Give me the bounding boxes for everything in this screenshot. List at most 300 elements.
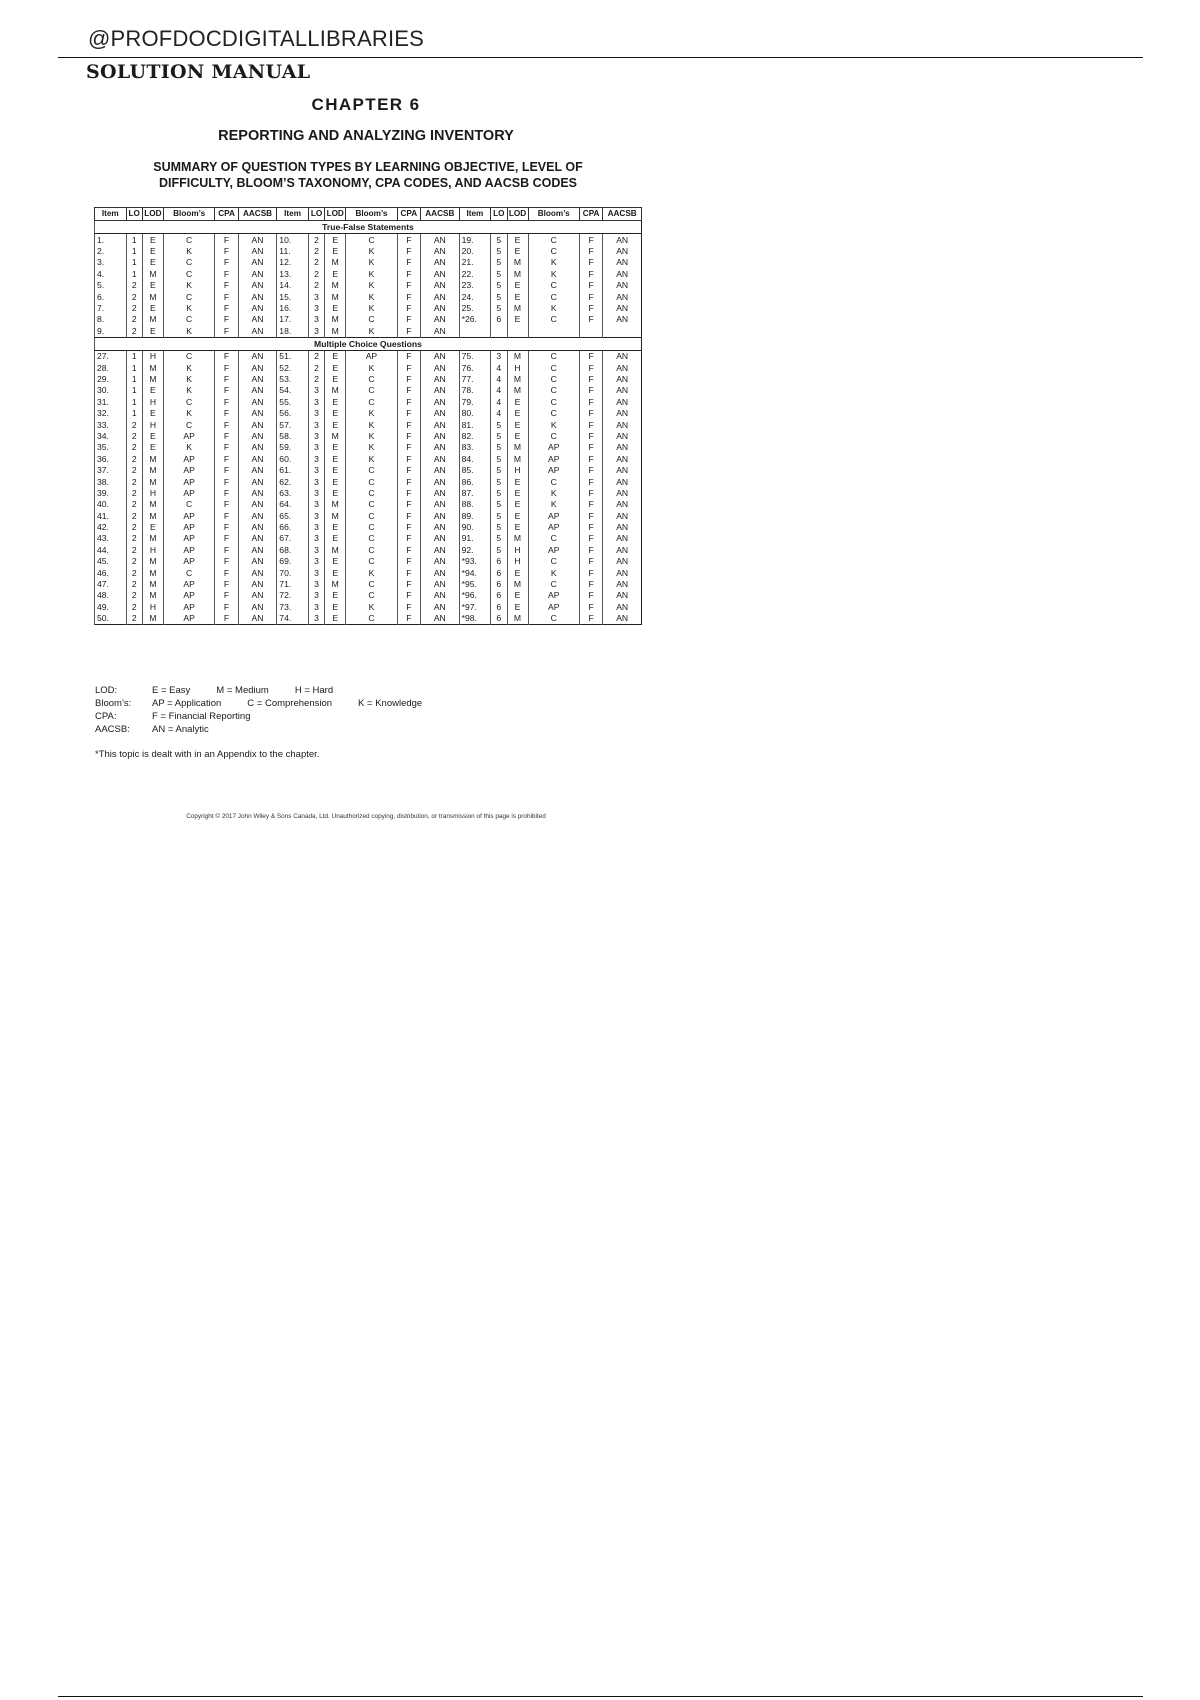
table-cell: 42. [95,521,127,532]
table-cell: F [215,291,238,302]
table-cell: H [507,362,528,373]
table-cell: AP [528,544,579,555]
table-row [95,567,642,578]
table-cell: C [528,373,579,384]
table-row [95,325,642,337]
table-cell: C [346,396,397,407]
table-cell: 33. [95,419,127,430]
table-cell: 91. [459,533,491,544]
top-divider [58,57,1143,58]
table-cell: E [507,234,528,246]
table-cell: 4. [95,268,127,279]
table-cell: 92. [459,544,491,555]
table-cell: AN [603,521,642,532]
table-cell: 2 [126,601,142,612]
table-cell: 3 [308,521,324,532]
table-cell: 44. [95,544,127,555]
table-cell: K [346,442,397,453]
table-cell: F [579,245,602,256]
table-cell: 67. [277,533,309,544]
table-cell: 3 [308,499,324,510]
table-cell: E [142,442,163,453]
table-cell: AN [603,453,642,464]
table-cell: AN [421,419,460,430]
legend-value: AN = Analytic [152,724,209,735]
table-cell: C [346,385,397,396]
table-cell: 1 [126,396,142,407]
table-cell: AP [528,590,579,601]
table-row [95,442,642,453]
table-cell: F [215,430,238,441]
table-cell: F [397,385,420,396]
table-cell: F [579,268,602,279]
table-cell: 85. [459,464,491,475]
table-cell: 5 [491,487,507,498]
table-cell: 74. [277,613,309,625]
table-cell: 1 [126,350,142,362]
table-cell: 17. [277,314,309,325]
table-cell: 6 [491,567,507,578]
table-cell: 6 [491,578,507,589]
column-header: Bloom’s [346,208,397,221]
table-cell: AN [238,442,277,453]
table-cell: AN [421,314,460,325]
table-cell: AN [238,302,277,313]
table-cell: 3 [308,533,324,544]
table-cell: C [163,291,214,302]
table-cell: 5 [491,419,507,430]
table-cell: AN [421,464,460,475]
table-cell: H [142,544,163,555]
table-cell: AP [163,510,214,521]
table-cell: 72. [277,590,309,601]
table-cell: M [325,291,346,302]
table-cell: AN [238,510,277,521]
table-cell: AN [603,350,642,362]
table-cell: F [215,567,238,578]
table-cell: AN [603,476,642,487]
summary-line-1: SUMMARY OF QUESTION TYPES BY LEARNING OBJECTIVE, LEVEL OF [153,160,583,174]
table-cell: K [346,302,397,313]
table-cell: 5 [491,533,507,544]
table-cell: F [397,464,420,475]
table-cell: 6. [95,291,127,302]
table-cell: 3 [308,453,324,464]
section-header-row [95,337,642,350]
table-cell: F [397,510,420,521]
table-cell: AN [421,590,460,601]
table-cell: F [579,453,602,464]
table-cell: 65. [277,510,309,521]
table-cell: K [528,567,579,578]
table-cell: AN [421,396,460,407]
table-cell: C [528,556,579,567]
table-cell: M [142,533,163,544]
table-cell: F [215,590,238,601]
table-header-row [95,208,642,221]
table-cell: K [163,407,214,418]
column-header: LO [126,208,142,221]
table-cell: F [397,362,420,373]
table-cell: F [579,291,602,302]
table-cell: 6 [491,590,507,601]
table-cell: C [528,245,579,256]
table-cell: F [397,407,420,418]
table-cell: 11. [277,245,309,256]
table-cell: AN [603,314,642,325]
table-cell: F [215,544,238,555]
table-cell: 36. [95,453,127,464]
table-cell: 49. [95,601,127,612]
table-cell: F [215,419,238,430]
table-cell: 1 [126,407,142,418]
table-cell: F [215,601,238,612]
table-cell: 54. [277,385,309,396]
table-cell: F [215,521,238,532]
table-cell: 73. [277,601,309,612]
table-cell: H [507,556,528,567]
table-cell: F [215,533,238,544]
table-cell: AN [238,385,277,396]
table-cell: AN [603,556,642,567]
table-cell: 1 [126,245,142,256]
table-cell: AN [603,590,642,601]
table-cell: 6 [491,556,507,567]
table-cell: F [579,556,602,567]
table-cell: F [215,442,238,453]
table-cell: 76. [459,362,491,373]
table-cell: C [163,234,214,246]
table-cell: C [346,613,397,625]
table-cell: 35. [95,442,127,453]
legend-value: K = Knowledge [358,698,423,709]
table-cell: C [163,268,214,279]
table-cell: AN [603,499,642,510]
banner-text: @PROFDOCDIGITALLIBRARIES [88,26,425,51]
table-cell: H [142,601,163,612]
table-cell: 3 [308,590,324,601]
table-cell: K [163,325,214,337]
table-cell: M [142,499,163,510]
table-cell: 3 [308,567,324,578]
table-cell: 66. [277,521,309,532]
table-cell: F [579,590,602,601]
table-cell: AP [528,521,579,532]
table-cell: E [507,567,528,578]
table-cell: AP [528,442,579,453]
table-cell: C [528,291,579,302]
table-cell: 3 [308,613,324,625]
table-cell: 61. [277,464,309,475]
table-cell: AN [603,419,642,430]
table-cell: C [163,419,214,430]
table-cell: F [215,325,238,337]
table-cell: M [507,442,528,453]
table-cell: AN [603,257,642,268]
table-cell: 3 [308,407,324,418]
table-cell: 29. [95,373,127,384]
table-cell: 58. [277,430,309,441]
legend-value: M = Medium [216,685,269,696]
table-cell: 2 [126,442,142,453]
table-cell [459,325,491,337]
table-cell: F [579,419,602,430]
table-cell: 2 [126,544,142,555]
table-cell: E [507,499,528,510]
table-cell: AN [421,350,460,362]
table-cell: E [325,362,346,373]
table-cell: F [215,362,238,373]
table-row [95,499,642,510]
table-cell: 31. [95,396,127,407]
table-cell: AN [238,601,277,612]
table-cell: E [325,302,346,313]
table-cell: 3 [308,476,324,487]
table-cell: 1 [126,385,142,396]
table-cell: E [142,280,163,291]
table-cell: M [325,430,346,441]
column-header: Bloom’s [163,208,214,221]
table-cell: 63. [277,487,309,498]
table-cell: AP [528,453,579,464]
table-cell: F [579,407,602,418]
table-cell: F [579,257,602,268]
table-cell: 3 [308,442,324,453]
table-cell: F [397,487,420,498]
table-cell: AN [421,373,460,384]
table-cell: 30. [95,385,127,396]
table-cell: M [325,280,346,291]
table-cell: AP [163,578,214,589]
table-cell: 25. [459,302,491,313]
table-cell: AN [421,268,460,279]
table-row [95,601,642,612]
table-cell: M [142,291,163,302]
table-cell [491,325,507,337]
table-cell: F [397,314,420,325]
table-cell: F [579,601,602,612]
table-cell: AP [163,613,214,625]
table-cell: AN [603,510,642,521]
table-row [95,280,642,291]
table-cell: AN [238,314,277,325]
table-row [95,430,642,441]
table-cell: 2 [126,521,142,532]
column-header: AACSB [421,208,460,221]
table-cell: AN [421,291,460,302]
table-row [95,302,642,313]
table-cell: E [507,601,528,612]
table-cell: M [507,268,528,279]
table-cell: 5 [491,453,507,464]
table-cell: 3 [308,314,324,325]
table-cell: AN [421,533,460,544]
table-cell: 1. [95,234,127,246]
table-cell: M [325,510,346,521]
table-cell: AP [163,601,214,612]
table-cell: AN [421,325,460,337]
table-cell: F [579,567,602,578]
table-cell: E [507,245,528,256]
table-cell: AN [421,280,460,291]
table-cell: *26. [459,314,491,325]
column-header: LOD [507,208,528,221]
table-cell: F [397,613,420,625]
table-cell: 3 [308,291,324,302]
table-cell: 75. [459,350,491,362]
table-cell: 6 [491,601,507,612]
table-cell: AP [163,487,214,498]
legend-key: CPA: [95,711,117,722]
table-cell: 2 [308,373,324,384]
table-cell: F [397,396,420,407]
table-cell: F [397,257,420,268]
table-cell: 5 [491,476,507,487]
table-cell: AN [603,613,642,625]
table-cell: K [163,245,214,256]
table-cell: AN [238,590,277,601]
table-cell: F [397,590,420,601]
table-cell: 2 [126,464,142,475]
table-cell: 1 [126,373,142,384]
table-cell: 88. [459,499,491,510]
table-cell: E [507,487,528,498]
table-cell: AN [603,245,642,256]
table-cell: AN [238,453,277,464]
table-cell: 38. [95,476,127,487]
table-cell: H [507,544,528,555]
table-cell: F [397,533,420,544]
table-cell: AN [238,419,277,430]
table-cell: 2 [126,613,142,625]
table-cell: C [163,314,214,325]
table-cell: F [397,544,420,555]
table-cell: AN [421,556,460,567]
table-cell: 3 [308,396,324,407]
table-cell: K [346,245,397,256]
table-cell: 3 [308,325,324,337]
table-cell: 2 [308,362,324,373]
table-cell: AN [421,567,460,578]
table-cell: 60. [277,453,309,464]
table-row [95,234,642,246]
table-cell: 2 [126,430,142,441]
table-cell: F [579,430,602,441]
table-cell: AN [238,257,277,268]
table-cell: F [215,385,238,396]
table-cell: 23. [459,280,491,291]
column-header: Item [459,208,491,221]
table-cell: F [215,234,238,246]
table-cell: AN [603,396,642,407]
table-cell: F [215,373,238,384]
table-row [95,613,642,625]
table-cell: M [142,268,163,279]
table-cell: E [325,567,346,578]
table-cell: 24. [459,291,491,302]
table-cell: F [397,499,420,510]
table-cell: 2 [308,280,324,291]
table-cell: AN [603,302,642,313]
table-cell: AN [421,245,460,256]
table-cell: F [215,245,238,256]
table-cell: E [325,487,346,498]
table-cell: M [325,385,346,396]
table-cell: F [397,419,420,430]
table-cell: E [507,291,528,302]
table-cell: AN [238,280,277,291]
table-cell: M [142,362,163,373]
table-cell: K [346,268,397,279]
table-cell: 3 [308,578,324,589]
table-cell: 2 [126,578,142,589]
table-cell: 71. [277,578,309,589]
table-cell: F [579,499,602,510]
table-cell: M [142,567,163,578]
table-cell: K [528,499,579,510]
table-cell: 5 [491,521,507,532]
legend [95,684,448,736]
section-title: True-False Statements [95,221,642,234]
table-cell: 64. [277,499,309,510]
table-cell: 5 [491,280,507,291]
table-cell: 2. [95,245,127,256]
table-cell: F [579,476,602,487]
table-cell: AN [238,396,277,407]
table-row [95,521,642,532]
table-cell: M [325,578,346,589]
table-cell: 5 [491,544,507,555]
table-cell: F [579,350,602,362]
table-cell: M [325,499,346,510]
table-cell: 18. [277,325,309,337]
table-cell: 16. [277,302,309,313]
legend-value: C = Comprehension [247,698,333,709]
table-cell: 4 [491,362,507,373]
table-cell: M [142,464,163,475]
table-cell: 3 [308,601,324,612]
table-cell: E [325,521,346,532]
section-title: Multiple Choice Questions [95,337,642,350]
table-cell: C [163,396,214,407]
table-cell: AP [163,521,214,532]
table-cell: 5 [491,499,507,510]
table-cell: AN [421,302,460,313]
table-row [95,385,642,396]
chapter-title: CHAPTER 6 [311,95,421,114]
table-cell: 5 [491,464,507,475]
table-cell: AN [238,499,277,510]
table-cell: M [142,453,163,464]
table-cell: 6 [491,613,507,625]
table-cell: AN [421,499,460,510]
table-cell: 7. [95,302,127,313]
table-cell: M [507,533,528,544]
column-header: CPA [579,208,602,221]
table-cell: 56. [277,407,309,418]
table-cell: F [215,613,238,625]
table-cell: AP [528,601,579,612]
column-header: CPA [215,208,238,221]
table-cell: C [346,499,397,510]
table-cell: 5 [491,510,507,521]
table-cell: K [346,362,397,373]
table-cell: 2 [126,533,142,544]
table-cell: 53. [277,373,309,384]
table-row [95,407,642,418]
table-cell: F [579,544,602,555]
table-cell: F [215,407,238,418]
